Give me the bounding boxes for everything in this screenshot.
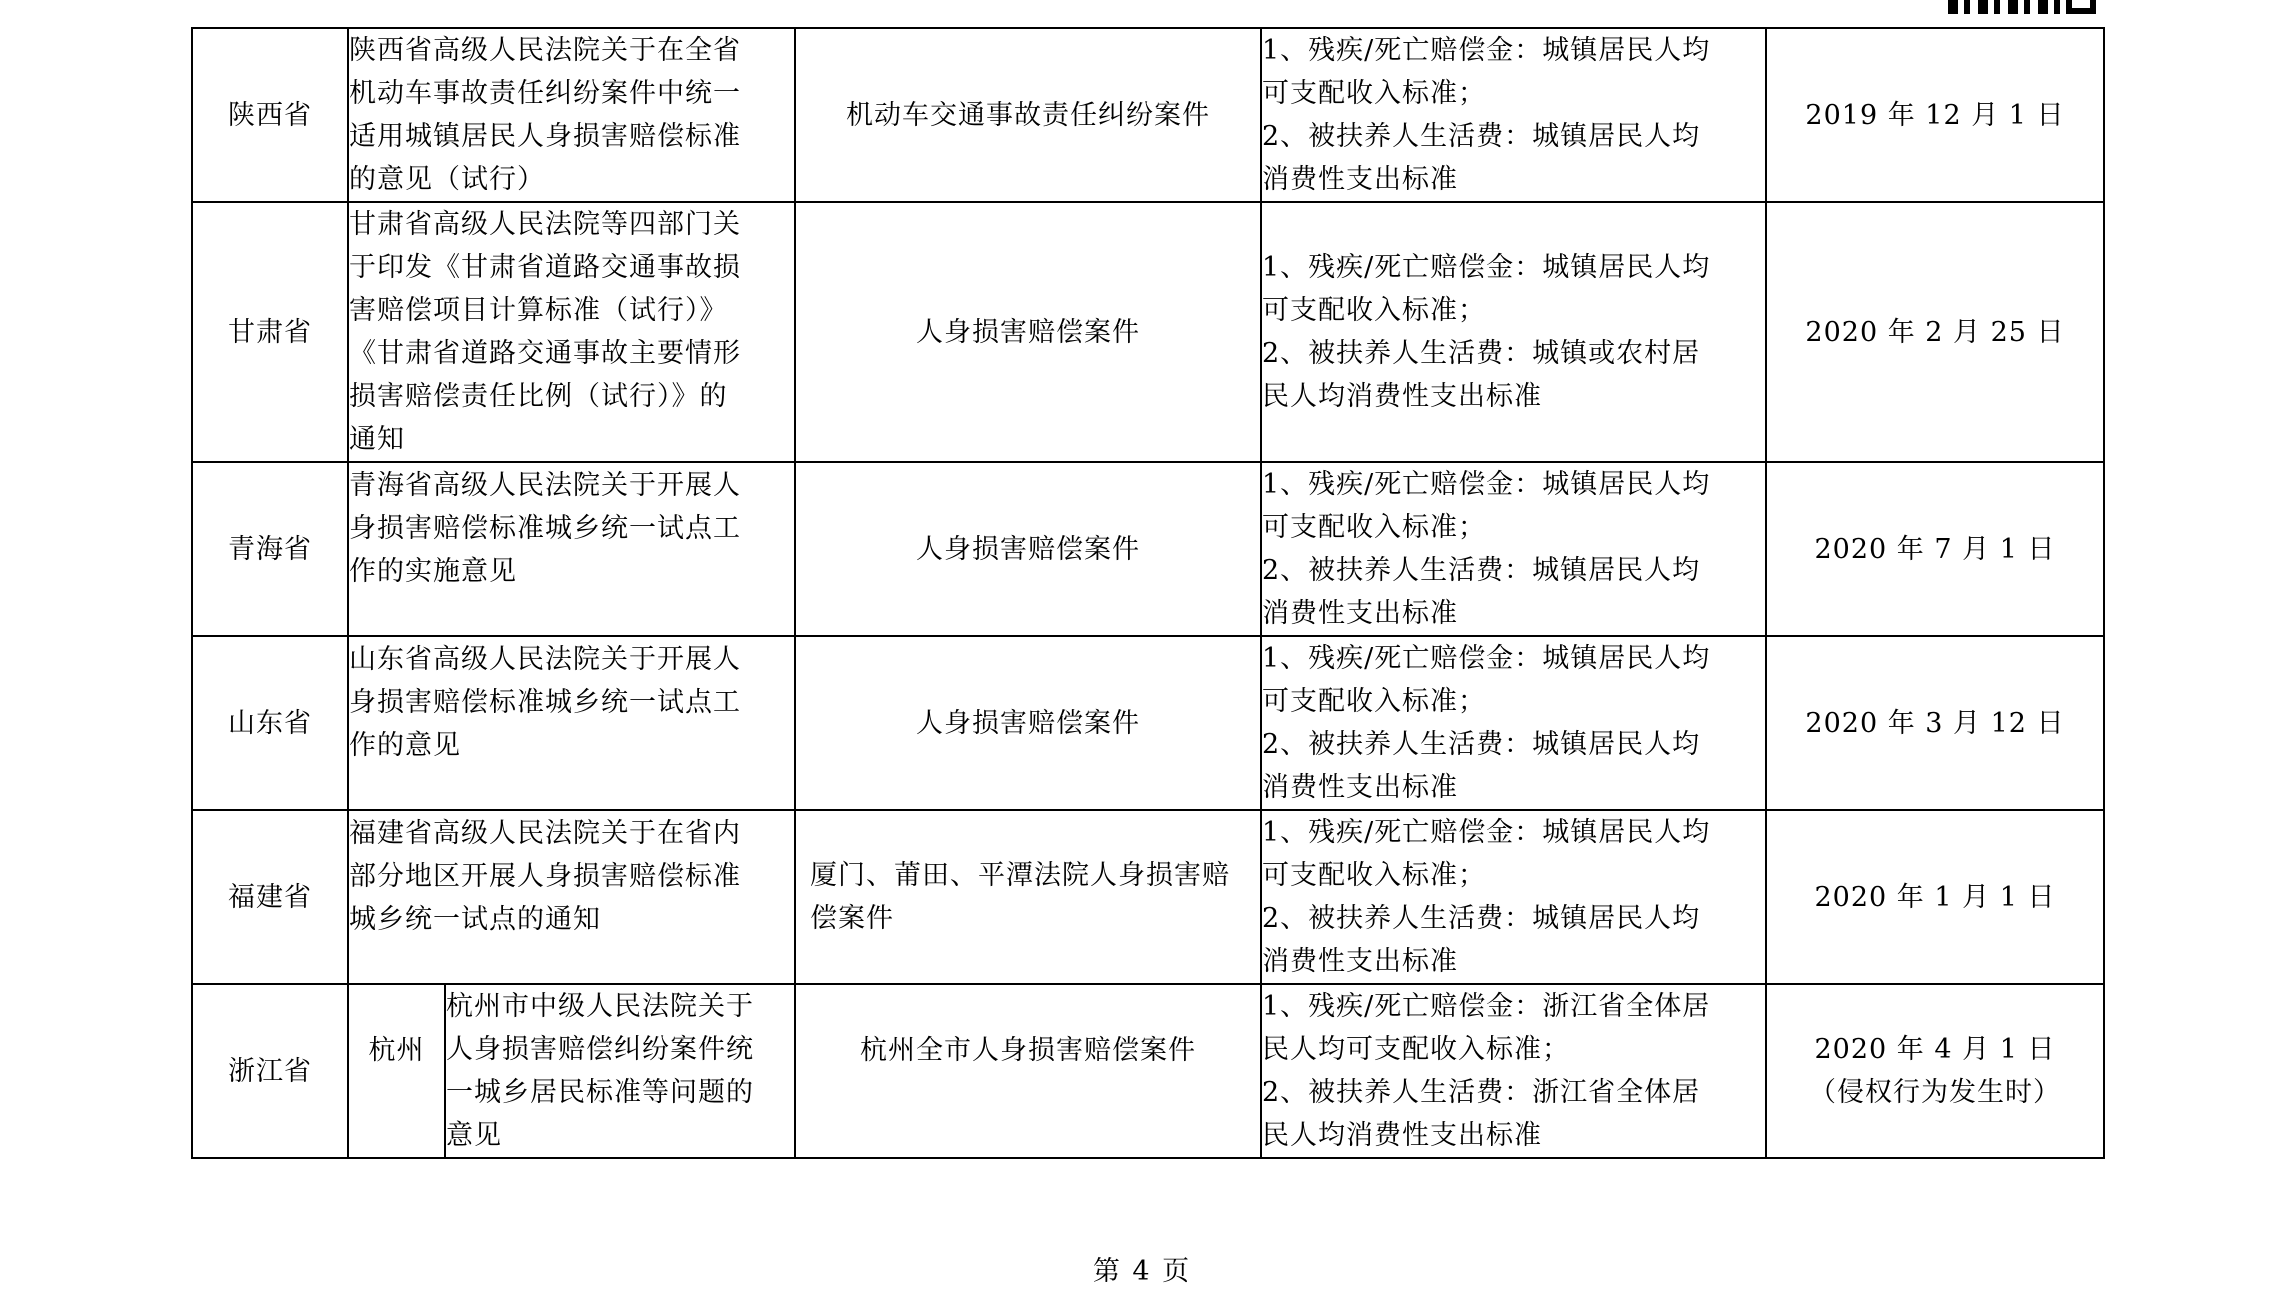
standard-cell: 1、残疾/死亡赔偿金：城镇居民人均 可支配收入标准； 2、被扶养人生活费：城镇居民人均 消费性支出标准: [1261, 636, 1766, 810]
table-row: [192, 202, 2104, 462]
document-title-cell: 杭州市中级人民法院关于 人身损害赔偿纠纷案件统 一城乡居民标准等问题的 意见: [445, 984, 795, 1158]
table-row: [192, 462, 2104, 636]
province-cell: 浙江省: [192, 984, 348, 1158]
effective-date-cell: 2020 年 7 月 1 日: [1766, 462, 2104, 636]
effective-date-cell: 2020 年 3 月 12 日: [1766, 636, 2104, 810]
city-cell: 杭州: [348, 984, 445, 1158]
province-cell: 陕西省: [192, 28, 348, 202]
scope-cell: 人身损害赔偿案件: [795, 636, 1261, 810]
province-cell: 甘肃省: [192, 202, 348, 462]
document-title-cell: 山东省高级人民法院关于开展人 身损害赔偿标准城乡统一试点工 作的意见: [348, 636, 795, 810]
standard-cell: 1、残疾/死亡赔偿金：城镇居民人均 可支配收入标准； 2、被扶养人生活费：城镇或农村居 民人均消费性支出标准: [1261, 202, 1766, 462]
scope-cell: 人身损害赔偿案件: [795, 202, 1261, 462]
table-row: [192, 636, 2104, 810]
scope-cell: 杭州全市人身损害赔偿案件: [795, 984, 1261, 1158]
table-row: [192, 984, 2104, 1158]
scope-cell: 厦门、莆田、平潭法院人身损害赔 偿案件: [795, 810, 1261, 984]
regulation-table: [191, 27, 2105, 1159]
document-title-cell: 甘肃省高级人民法院等四部门关 于印发《甘肃省道路交通事故损 害赔偿项目计算标准（试行）》 《甘肃省道路交通事故主要情形 损害赔偿责任比例（试行）》的 通知: [348, 202, 795, 462]
document-title-cell: 陕西省高级人民法院关于在全省 机动车事故责任纠纷案件中统一 适用城镇居民人身损害赔偿标准 的意见（试行）: [348, 28, 795, 202]
page-number: 第 4 页: [1092, 1256, 1192, 1287]
scope-cell: 机动车交通事故责任纠纷案件: [795, 28, 1261, 202]
effective-date-cell: 2020 年 1 月 1 日: [1766, 810, 2104, 984]
effective-date-cell: 2019 年 12 月 1 日: [1766, 28, 2104, 202]
table-row: [192, 810, 2104, 984]
document-title-cell: 青海省高级人民法院关于开展人 身损害赔偿标准城乡统一试点工 作的实施意见: [348, 462, 795, 636]
standard-cell: 1、残疾/死亡赔偿金：浙江省全体居 民人均可支配收入标准； 2、被扶养人生活费：浙江省全体居 民人均消费性支出标准: [1261, 984, 1766, 1158]
qr-code-fragment-right: [2066, 0, 2096, 14]
scope-cell: 人身损害赔偿案件: [795, 462, 1261, 636]
table-row: [192, 28, 2104, 202]
standard-cell: 1、残疾/死亡赔偿金：城镇居民人均 可支配收入标准； 2、被扶养人生活费：城镇居民人均 消费性支出标准: [1261, 28, 1766, 202]
standard-cell: 1、残疾/死亡赔偿金：城镇居民人均 可支配收入标准； 2、被扶养人生活费：城镇居民人均 消费性支出标准: [1261, 462, 1766, 636]
province-cell: 青海省: [192, 462, 348, 636]
effective-date-cell: 2020 年 4 月 1 日 （侵权行为发生时）: [1766, 984, 2104, 1158]
province-cell: 山东省: [192, 636, 348, 810]
document-title-cell: 福建省高级人民法院关于在省内 部分地区开展人身损害赔偿标准 城乡统一试点的通知: [348, 810, 795, 984]
province-cell: 福建省: [192, 810, 348, 984]
standard-cell: 1、残疾/死亡赔偿金：城镇居民人均 可支配收入标准； 2、被扶养人生活费：城镇居民人均 消费性支出标准: [1261, 810, 1766, 984]
effective-date-cell: 2020 年 2 月 25 日: [1766, 202, 2104, 462]
